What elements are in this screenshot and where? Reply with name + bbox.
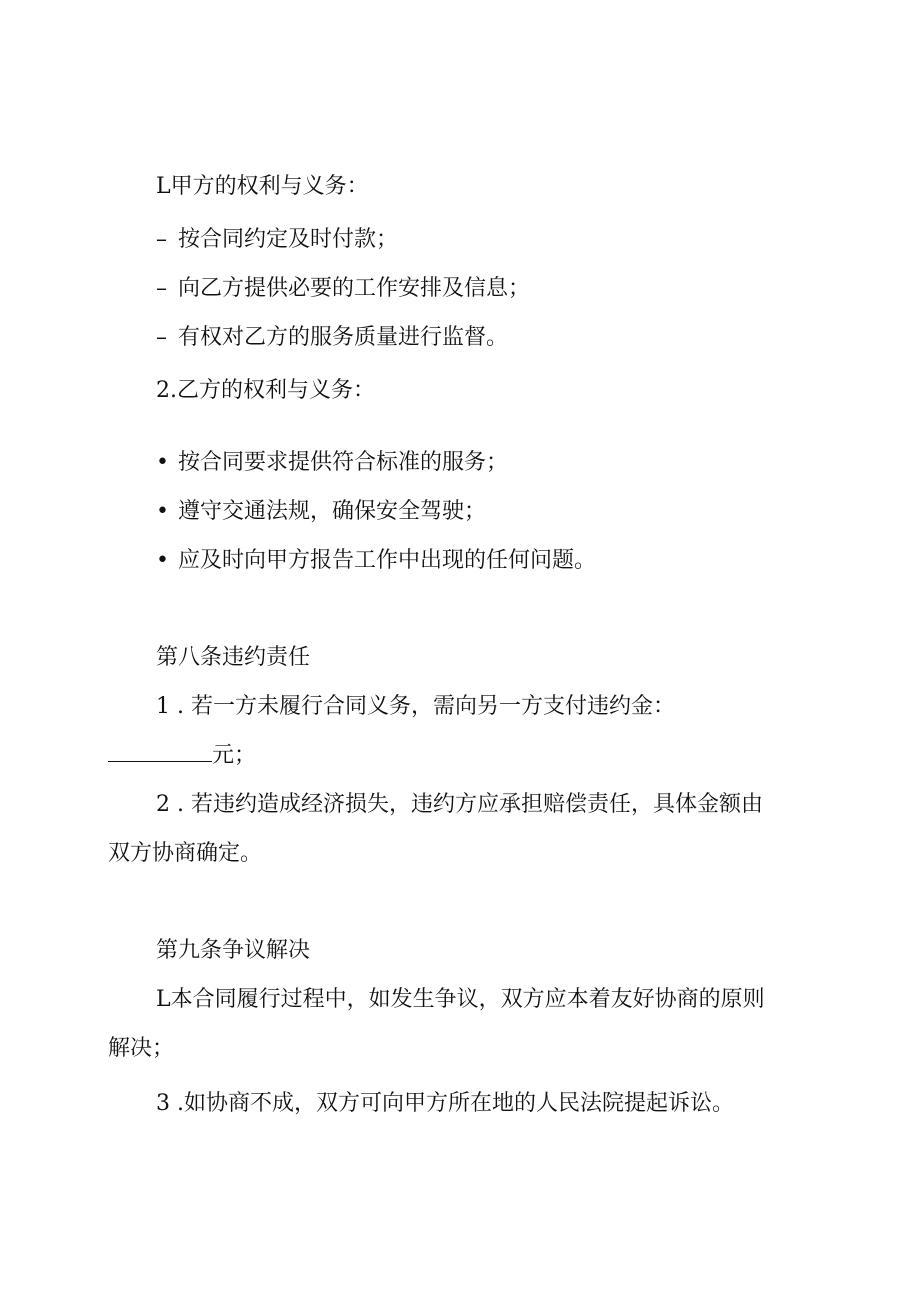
article-8-title: 第八条违约责任: [156, 645, 311, 670]
article-8-clause-2: 2 . 若违约造成经济损失，违约方应承担赔偿责任，具体金额由: [156, 792, 763, 817]
bullet-marker: •: [156, 450, 169, 475]
list-item: [0, 225, 920, 255]
list-item: [0, 546, 920, 576]
list-item: [0, 274, 920, 304]
bullet-marker: •: [156, 548, 169, 573]
article-9-title: 第九条争议解决: [156, 938, 311, 963]
article-8-clause-1-amount: [0, 741, 920, 771]
list-item: [0, 323, 920, 353]
list-item: [0, 448, 920, 478]
list-item-text: 按合同约定及时付款；: [178, 227, 399, 252]
list-item-text: 按合同要求提供符合标准的服务；: [178, 450, 509, 475]
dash-marker: –: [156, 276, 167, 301]
article-8-clause-1: 1 . 若一方未履行合同义务，需向另一方支付违约金：: [156, 694, 675, 719]
list-item-text: 遵守交通法规，确保安全驾驶；: [178, 499, 487, 524]
list-item: [0, 497, 920, 527]
amount-unit: 元；: [212, 743, 257, 768]
article-9-clause-3: 3 .如协商不成，双方可向甲方所在地的人民法院提起诉讼。: [156, 1091, 734, 1116]
dash-marker: –: [156, 325, 167, 350]
list-item-text: 有权对乙方的服务质量进行监督。: [178, 325, 509, 350]
amount-blank-line: [108, 743, 212, 762]
party-a-heading: L甲方的权利与义务：: [156, 174, 369, 199]
article-8-clause-2-cont: 双方协商确定。: [108, 841, 263, 866]
article-9-clause-1: L本合同履行过程中，如发生争议，双方应本着友好协商的原则: [156, 987, 765, 1012]
party-b-heading: 2.乙方的权利与义务：: [156, 378, 375, 403]
dash-marker: –: [156, 227, 167, 252]
article-9-clause-1-cont: 解决；: [108, 1036, 175, 1061]
list-item-text: 应及时向甲方报告工作中出现的任何问题。: [178, 548, 597, 573]
bullet-marker: •: [156, 499, 169, 524]
list-item-text: 向乙方提供必要的工作安排及信息；: [178, 276, 531, 301]
